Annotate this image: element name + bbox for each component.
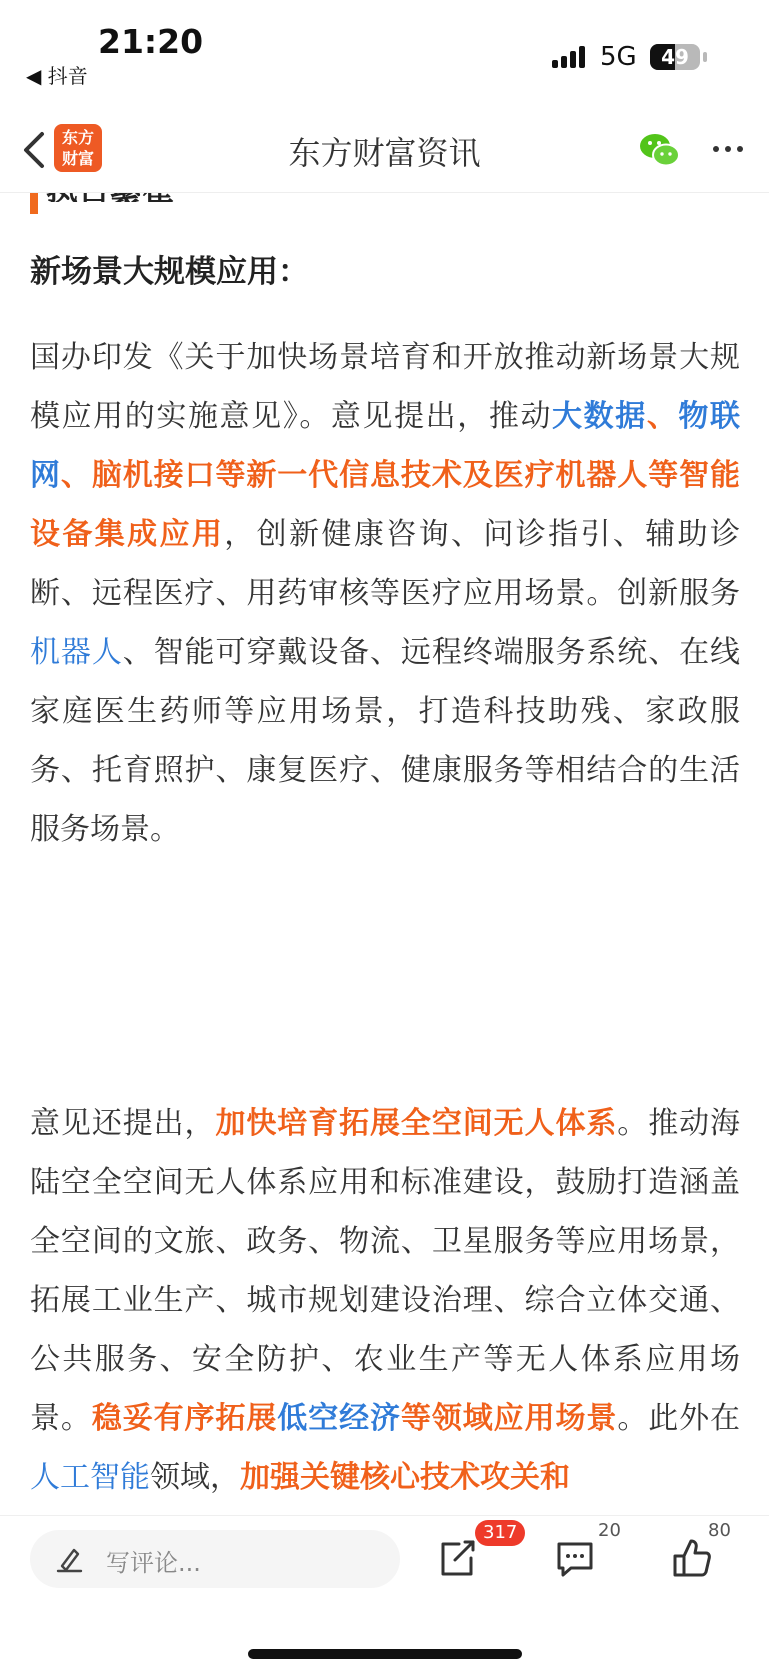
highlight-text: 加强关键核心技术攻关和 [240, 1460, 570, 1495]
signal-icon [552, 44, 592, 70]
logo-text-line1: 东方 [61, 128, 94, 147]
text: 国办印发《关于加快场景培育和开放推动新场景大规模应用的实施意见》。意见提出，推动 [30, 340, 740, 434]
keyword-link-big-data[interactable]: 大数据 [552, 399, 647, 434]
text: 。此外在 [617, 1401, 741, 1436]
text: 意见还提出， [30, 1106, 216, 1141]
like-count: 80 [708, 1520, 731, 1541]
keyword-link-low-altitude-economy[interactable]: 低空经济 [277, 1401, 401, 1436]
network-type: 5G [600, 42, 637, 72]
wechat-share-icon[interactable] [638, 130, 682, 170]
back-to-app-link[interactable]: ◀ 抖音 [26, 64, 88, 88]
text: ，创新健康咨询、问诊指引、辅助诊断、远程医疗、用药审核等医疗应用场景。创新服务 [30, 517, 741, 611]
comment-icon[interactable] [553, 1536, 597, 1580]
keyword-link-iot[interactable]: 物联网 [30, 399, 741, 493]
highlight-text: 稳妥有序拓展 [91, 1401, 278, 1436]
more-options-icon[interactable] [708, 134, 748, 164]
text: 、 [60, 458, 92, 493]
paragraph-2 [30, 1094, 740, 1507]
paragraph-1 [30, 328, 740, 859]
nav-bar [0, 110, 769, 193]
bottom-action-bar [0, 1515, 769, 1666]
highlight-text: 等领域应用场景 [400, 1401, 618, 1436]
battery-icon [650, 44, 700, 70]
comment-placeholder: 写评论... [106, 1549, 201, 1577]
share-count-badge: 317 [475, 1520, 525, 1546]
text: 领域， [150, 1460, 240, 1495]
article-subheading: 新场景大规模应用： [30, 254, 309, 290]
share-icon[interactable] [435, 1536, 479, 1580]
text: 。推动海陆空全空间无人体系应用和标准建设，鼓励打造涵盖全空间的文旅、政务、物流、卫星服务等应用场景，拓展工业生产、城市规划建设治理、综合立体交通、公共服务、安全防护、农业生产等无人体系应用场景。 [30, 1106, 741, 1436]
status-bar [0, 0, 769, 100]
logo-text-line2: 财富 [61, 149, 94, 168]
keyword-link-ai[interactable]: 人工智能 [30, 1460, 150, 1495]
home-indicator [248, 1649, 522, 1659]
comment-count: 20 [598, 1520, 621, 1541]
page-title: 东方财富资讯 [288, 134, 481, 172]
text: 、智能可穿戴设备、远程终端服务系统、在线家庭医生药师等应用场景，打造科技助残、家政服务、托育照护、康复医疗、健康服务等相结合的生活服务场景。 [30, 635, 741, 847]
highlight-text: 加快培育拓展全空间无人体系 [215, 1106, 618, 1141]
highlight-text: 脑机接口等新一代信息技术及医疗机器人等智能设备集成应用 [30, 458, 741, 552]
status-time: 21:20 [98, 22, 204, 61]
battery-tip [703, 52, 707, 62]
comment-input[interactable] [30, 1530, 400, 1588]
pen-icon [54, 1544, 84, 1574]
battery-percent: 49 [661, 45, 689, 69]
thumbs-up-icon[interactable] [670, 1536, 714, 1580]
text: 、 [646, 399, 679, 434]
keyword-link-robot[interactable]: 机器人 [30, 635, 123, 670]
